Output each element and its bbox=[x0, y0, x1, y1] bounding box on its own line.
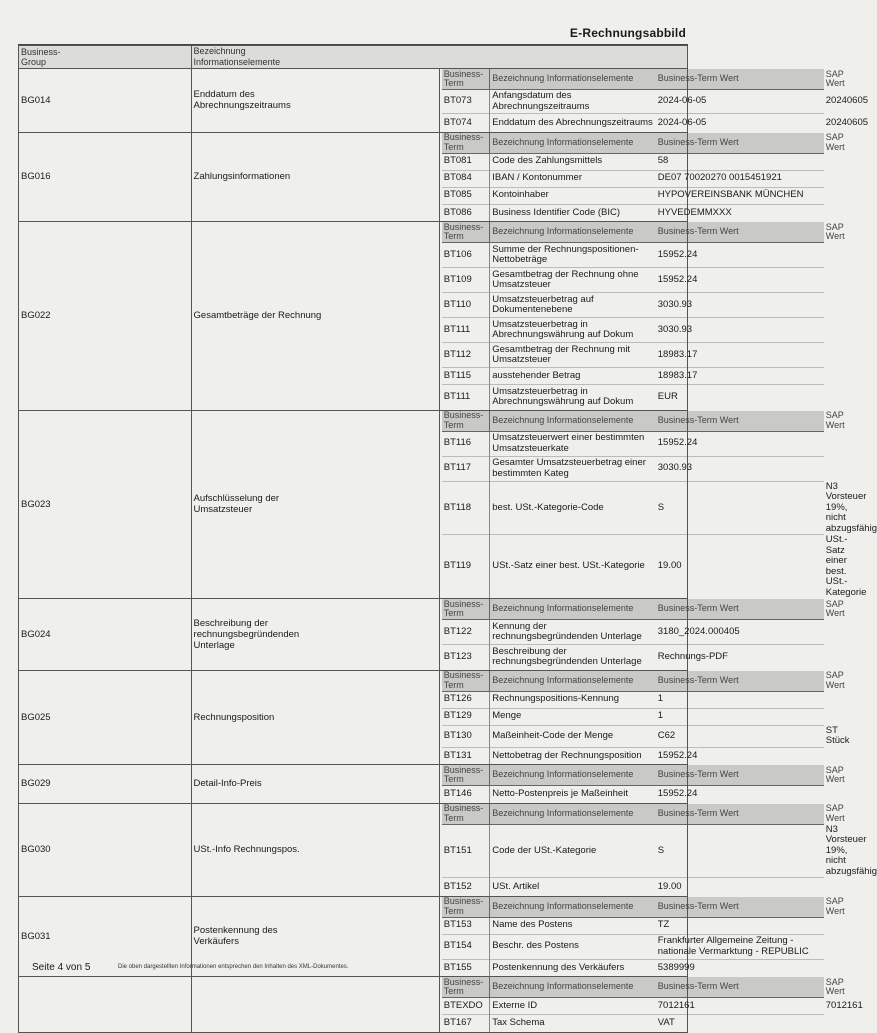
term-value: 18983.17 bbox=[656, 343, 824, 368]
term-code: BT119 bbox=[442, 535, 490, 599]
group-terms-cell bbox=[439, 764, 845, 804]
group-name: Gesamtbeträge der Rechnung bbox=[191, 222, 439, 411]
term-value: EUR bbox=[656, 385, 824, 410]
term-code: BT118 bbox=[442, 481, 490, 535]
term-code: BT167 bbox=[442, 1015, 490, 1032]
term-row bbox=[442, 645, 824, 670]
term-description: ausstehender Betrag bbox=[490, 368, 656, 385]
term-value: VAT bbox=[656, 1015, 824, 1032]
term-description: Kennung der rechnungsbegründenden Unterlage bbox=[492, 620, 642, 642]
term-description: Nettobetrag der Rechnungsposition bbox=[490, 747, 656, 764]
term-value: 15952.24 bbox=[656, 268, 824, 293]
term-code: BT117 bbox=[442, 456, 490, 481]
header-term-description: Bezeichnung Informationselemente bbox=[490, 977, 656, 998]
term-row: BT130 Maßeinheit-Code der Menge C62 ST Stück bbox=[443, 724, 850, 746]
group-id: BG023 bbox=[19, 410, 192, 599]
header-term: Business- Term bbox=[442, 222, 490, 243]
term-code: BT112 bbox=[442, 343, 490, 368]
term-value: 1 bbox=[657, 693, 664, 705]
header-term-value: Business-Term Wert bbox=[656, 133, 824, 154]
terms-header-row: Business- Term Bezeichnung Informationselemente Business-Term Wert SAP Wert bbox=[443, 221, 845, 241]
terms-table bbox=[442, 598, 845, 670]
group-terms-cell bbox=[439, 976, 863, 1033]
term-value: HYPOVEREINSBANK MÜNCHEN bbox=[656, 187, 824, 204]
term-value: 1 bbox=[656, 708, 824, 725]
terms-table bbox=[442, 764, 845, 803]
group-name: USt.-Info Rechnungspos. bbox=[191, 803, 439, 896]
group-row bbox=[19, 765, 688, 804]
term-code: BT074 bbox=[442, 114, 490, 132]
term-row bbox=[442, 878, 824, 896]
term-description: USt.-Satz einer best. USt.-Kategorie bbox=[490, 535, 656, 599]
terms-header-row: Business- Term Bezeichnung Informationselemente Business-Term Wert SAP Wert bbox=[443, 132, 845, 152]
terms-header-row: Business- Term Bezeichnung Informationselemente Business-Term Wert SAP Wert bbox=[443, 410, 845, 430]
term-description: IBAN / Kontonummer bbox=[490, 170, 656, 187]
group-row bbox=[19, 599, 688, 671]
term-value: 19.00 bbox=[656, 535, 824, 599]
terms-table bbox=[442, 976, 863, 1032]
term-code: BT081 bbox=[442, 153, 490, 170]
term-code: BT111 bbox=[442, 385, 490, 410]
term-value: 19.00 bbox=[656, 878, 824, 896]
term-value: 3030.93 bbox=[656, 318, 824, 343]
header-term: Business- Term bbox=[442, 69, 490, 90]
term-code: BT073 bbox=[442, 90, 490, 114]
term-code: BT152 bbox=[442, 878, 490, 896]
term-description: Business Identifier Code (BIC) bbox=[490, 204, 656, 221]
term-row bbox=[442, 385, 824, 410]
group-id: BG031 bbox=[19, 896, 192, 977]
terms-table bbox=[442, 132, 845, 222]
term-code: BT129 bbox=[442, 708, 490, 725]
term-code: BT146 bbox=[442, 786, 490, 803]
footer-note: Die oben dargestellten Informationen entsprechen den Inhalten des XML-Dokumentes. bbox=[118, 964, 349, 970]
term-value: 3180_2024.000405 bbox=[657, 625, 740, 637]
term-description: Menge bbox=[490, 708, 656, 725]
term-value: 3030.93 bbox=[656, 456, 824, 481]
term-description: Gesamter Umsatzsteuerbetrag einer bestimmten Kateg bbox=[490, 456, 656, 481]
term-row bbox=[442, 934, 824, 959]
group-name: Enddatum des Abrechnungszeitraums bbox=[191, 69, 439, 133]
group-id: BG014 bbox=[19, 69, 192, 133]
group-row bbox=[19, 977, 688, 1033]
term-code: BT086 bbox=[442, 204, 490, 221]
term-description: Umsatzsteuerbetrag in Abrechnungswährung auf Dokum bbox=[490, 318, 656, 343]
group-row bbox=[19, 803, 688, 896]
header-term-value: Business-Term Wert bbox=[656, 671, 824, 692]
term-description: Rechnungspositions-Kennung bbox=[492, 693, 620, 705]
header-term: Business- Term bbox=[442, 897, 490, 918]
terms-header-row: Business- Term Bezeichnung Informationselemente Business-Term Wert SAP Wert bbox=[443, 803, 845, 823]
term-description: Umsatzsteuerbetrag in Abrechnungswährung auf Dokum bbox=[490, 385, 656, 410]
term-description: Umsatzsteuerwert einer bestimmten Umsatzsteuerkate bbox=[492, 432, 645, 454]
terms-header-row: Business- Term Bezeichnung Informationselemente Business-Term Wert SAP Wert bbox=[443, 598, 845, 618]
group-name: Zahlungsinformationen bbox=[191, 132, 439, 222]
group-id: BG030 bbox=[19, 803, 192, 896]
term-value: 2024-06-05 bbox=[656, 114, 824, 132]
term-description: Summe der Rechnungspositionen- Nettobeträge bbox=[492, 243, 639, 265]
header-term-value: Business-Term Wert bbox=[656, 222, 824, 243]
group-id: BG022 bbox=[19, 222, 192, 411]
group-row bbox=[19, 222, 688, 411]
term-row: BTEXDO Externe ID 7012161 7012161 bbox=[442, 998, 824, 1015]
term-description: Netto-Postenpreis je Maßeinheit bbox=[492, 788, 628, 799]
group-id: BG024 bbox=[19, 599, 192, 671]
header-term-value: Business-Term Wert bbox=[656, 69, 824, 90]
term-description: Anfangsdatum des Abrechnungszeitraums bbox=[492, 90, 590, 112]
term-description: Externe ID bbox=[492, 999, 538, 1011]
group-name: Beschreibung der rechnungsbegründenden Unterlage bbox=[191, 599, 439, 671]
group-name: Rechnungsposition bbox=[191, 670, 439, 765]
term-value: HYVEDEMMXXX bbox=[656, 204, 824, 221]
term-value: C62 bbox=[656, 725, 824, 747]
term-description: Code der USt.-Kategorie bbox=[492, 844, 597, 856]
term-description: Gesamtbetrag der Rechnung mit Umsatzsteuer bbox=[490, 343, 656, 368]
terms-table bbox=[442, 68, 869, 132]
header-term-description: Bezeichnung Informationselemente bbox=[490, 804, 656, 825]
term-code: BT155 bbox=[442, 959, 490, 976]
term-code: BT110 bbox=[442, 293, 490, 318]
term-row bbox=[442, 708, 824, 725]
term-row bbox=[442, 343, 824, 368]
header-term-description: Bezeichnung Informationselemente bbox=[490, 411, 656, 432]
term-row bbox=[442, 691, 824, 708]
term-code: BT109 bbox=[442, 268, 490, 293]
term-value: DE07 70020270 0015451921 bbox=[656, 170, 824, 187]
term-row bbox=[442, 747, 824, 764]
term-description: Maßeinheit-Code der Menge bbox=[490, 725, 656, 747]
term-row bbox=[442, 1015, 824, 1032]
term-code: BT153 bbox=[442, 917, 490, 934]
header-term-description: Bezeichnung Informationselemente bbox=[490, 765, 656, 786]
group-name: Detail-Info-Preis bbox=[191, 765, 439, 804]
term-value: 7012161 bbox=[657, 999, 695, 1011]
group-row bbox=[19, 132, 688, 222]
header-term-description: Bezeichnung Informationselemente bbox=[490, 671, 656, 692]
term-description: Beschr. des Postens bbox=[490, 934, 656, 959]
term-value: S bbox=[657, 844, 665, 856]
term-value: 5389999 bbox=[656, 959, 824, 976]
term-description: Kontoinhaber bbox=[490, 187, 656, 204]
header-business-group: Business- Group bbox=[19, 46, 192, 69]
term-value: 3030.93 bbox=[656, 293, 824, 318]
term-row bbox=[442, 620, 824, 645]
terms-header-row: Business- Term Bezeichnung Informationselemente Business-Term Wert SAP Wert bbox=[443, 976, 845, 996]
header-term-description: Bezeichnung Informationselemente bbox=[490, 133, 656, 154]
term-description: Code des Zahlungsmittels bbox=[492, 155, 603, 167]
term-row bbox=[442, 268, 824, 293]
term-code: BT122 bbox=[442, 620, 490, 645]
term-description: Umsatzsteuerbetrag auf Dokumentenebene bbox=[490, 293, 656, 318]
header-term-value: Business-Term Wert bbox=[656, 411, 824, 432]
group-name: Postenkennung des Verkäufers bbox=[191, 896, 439, 977]
term-code: BT126 bbox=[442, 691, 490, 708]
term-row bbox=[442, 368, 824, 385]
term-row bbox=[442, 204, 824, 221]
term-code: BTEXDO bbox=[442, 998, 490, 1015]
group-id bbox=[19, 977, 192, 1033]
terms-table bbox=[442, 670, 850, 765]
term-description: Postenkennung des Verkäufers bbox=[490, 959, 656, 976]
group-terms-cell bbox=[439, 896, 845, 977]
term-code: BT084 bbox=[442, 170, 490, 187]
header-term: Business- Term bbox=[442, 133, 490, 154]
term-value: Frankfurter Allgemeine Zeitung - nationale Vermarktung - REPUBLIC bbox=[656, 934, 824, 959]
header-term: Business- Term bbox=[442, 599, 490, 620]
e-invoice-table bbox=[18, 45, 877, 1033]
header-term-value: Business-Term Wert bbox=[656, 599, 824, 620]
term-description: USt. Artikel bbox=[490, 878, 656, 896]
term-code: BT130 bbox=[442, 725, 490, 747]
group-id: BG025 bbox=[19, 670, 192, 765]
terms-header-row: Business- Term Bezeichnung Informationselemente Business-Term Wert SAP Wert bbox=[443, 670, 845, 690]
terms-table bbox=[442, 803, 877, 896]
term-row bbox=[442, 431, 824, 456]
header-term-description: Bezeichnung Informationselemente bbox=[490, 222, 656, 243]
term-row bbox=[442, 318, 824, 343]
term-description: Enddatum des Abrechnungszeitraums bbox=[490, 114, 656, 132]
term-value: 15952.24 bbox=[657, 788, 698, 799]
document-title: E-Rechnungsabbild bbox=[569, 26, 686, 40]
header-term: Business- Term bbox=[442, 804, 490, 825]
header-term: Business- Term bbox=[442, 977, 490, 998]
term-row: BT074 Enddatum des Abrechnungszeitraums 2024-06-05 20240605 bbox=[442, 114, 824, 132]
header-term-description: Bezeichnung Informationselemente bbox=[490, 599, 656, 620]
term-value: 58 bbox=[657, 155, 669, 167]
term-row bbox=[442, 456, 824, 481]
term-value: 15952.24 bbox=[656, 747, 824, 764]
group-terms-cell bbox=[439, 410, 877, 599]
term-description: Gesamtbetrag der Rechnung ohne Umsatzsteuer bbox=[490, 268, 656, 293]
header-term: Business- Term bbox=[442, 765, 490, 786]
header-term-value: Business-Term Wert bbox=[656, 897, 824, 918]
terms-table bbox=[442, 221, 845, 410]
header-term-value: Business-Term Wert bbox=[656, 977, 824, 998]
group-terms-cell bbox=[439, 670, 850, 765]
term-row: BT119 USt.-Satz einer best. USt.-Kategorie 19.00 USt.-Satz einer best. USt.-Kategorie bbox=[443, 534, 867, 598]
term-value: 2024-06-05 bbox=[657, 95, 707, 107]
group-name bbox=[191, 977, 439, 1033]
term-value: 15952.24 bbox=[657, 437, 698, 449]
term-value: Rechnungs-PDF bbox=[656, 645, 824, 670]
group-row bbox=[19, 410, 688, 599]
term-row bbox=[442, 153, 824, 170]
term-row bbox=[442, 917, 824, 934]
terms-header-row: Business- Term Bezeichnung Informationselemente Business-Term Wert SAP Wert bbox=[443, 896, 845, 916]
terms-table bbox=[442, 410, 877, 599]
term-row bbox=[442, 187, 824, 204]
group-id: BG016 bbox=[19, 132, 192, 222]
term-description: best. USt.-Kategorie-Code bbox=[490, 481, 656, 535]
term-row bbox=[442, 786, 824, 803]
term-row: BT151 Code der USt.-Kategorie S N3 Vorsteuer 19%, nicht abzugsfähig bbox=[443, 823, 877, 877]
term-code: BT116 bbox=[442, 431, 490, 456]
term-code: BT123 bbox=[442, 645, 490, 670]
term-value: S bbox=[656, 481, 824, 535]
term-description: Name des Postens bbox=[492, 919, 573, 931]
term-code: BT106 bbox=[442, 243, 490, 268]
header-term-description: Bezeichnung Informationselemente bbox=[490, 897, 656, 918]
term-code: BT151 bbox=[442, 824, 490, 878]
group-terms-cell bbox=[439, 598, 845, 671]
page-number: Seite 4 von 5 bbox=[32, 962, 91, 973]
header-term: Business- Term bbox=[442, 671, 490, 692]
term-row bbox=[442, 170, 824, 187]
header-term: Business- Term bbox=[442, 411, 490, 432]
term-value: 15952.24 bbox=[657, 248, 698, 260]
term-row bbox=[442, 243, 824, 268]
term-code: BT111 bbox=[442, 318, 490, 343]
group-name: Aufschlüsselung der Umsatzsteuer bbox=[191, 410, 439, 599]
header-description: Bezeichnung Informationselemente bbox=[191, 46, 687, 69]
term-row bbox=[442, 959, 824, 976]
group-terms-cell bbox=[439, 221, 845, 411]
group-row bbox=[19, 69, 688, 133]
header-term-value: Business-Term Wert bbox=[656, 804, 824, 825]
term-row: BT118 best. USt.-Kategorie-Code S N3 Vorsteuer 19%, nicht abzugsfähig bbox=[443, 480, 877, 534]
terms-header-row: Business- Term Bezeichnung Informationselemente Business-Term Wert SAP Wert bbox=[443, 68, 845, 88]
term-code: BT115 bbox=[442, 368, 490, 385]
term-row: BT073 Anfangsdatum des Abrechnungszeitraums 2024-06-05 20240605 bbox=[443, 90, 869, 112]
group-terms-cell bbox=[439, 68, 869, 133]
group-terms-cell bbox=[439, 132, 845, 222]
group-terms-cell bbox=[439, 803, 877, 896]
term-description: Tax Schema bbox=[490, 1015, 656, 1032]
terms-header-row: Business- Term Bezeichnung Informationselemente Business-Term Wert SAP Wert bbox=[443, 764, 845, 784]
term-code: BT154 bbox=[442, 934, 490, 959]
term-value: 18983.17 bbox=[656, 368, 824, 385]
outer-header-row bbox=[19, 46, 688, 69]
group-row bbox=[19, 670, 688, 765]
header-term-value: Business-Term Wert bbox=[656, 765, 824, 786]
group-id: BG029 bbox=[19, 765, 192, 804]
term-code: BT131 bbox=[442, 747, 490, 764]
term-row bbox=[442, 293, 824, 318]
terms-table bbox=[442, 896, 845, 977]
term-code: BT085 bbox=[442, 187, 490, 204]
term-value: TZ bbox=[657, 919, 670, 931]
term-description: Beschreibung der rechnungsbegründenden Unterlage bbox=[490, 645, 656, 670]
header-term-description: Bezeichnung Informationselemente bbox=[490, 69, 656, 90]
